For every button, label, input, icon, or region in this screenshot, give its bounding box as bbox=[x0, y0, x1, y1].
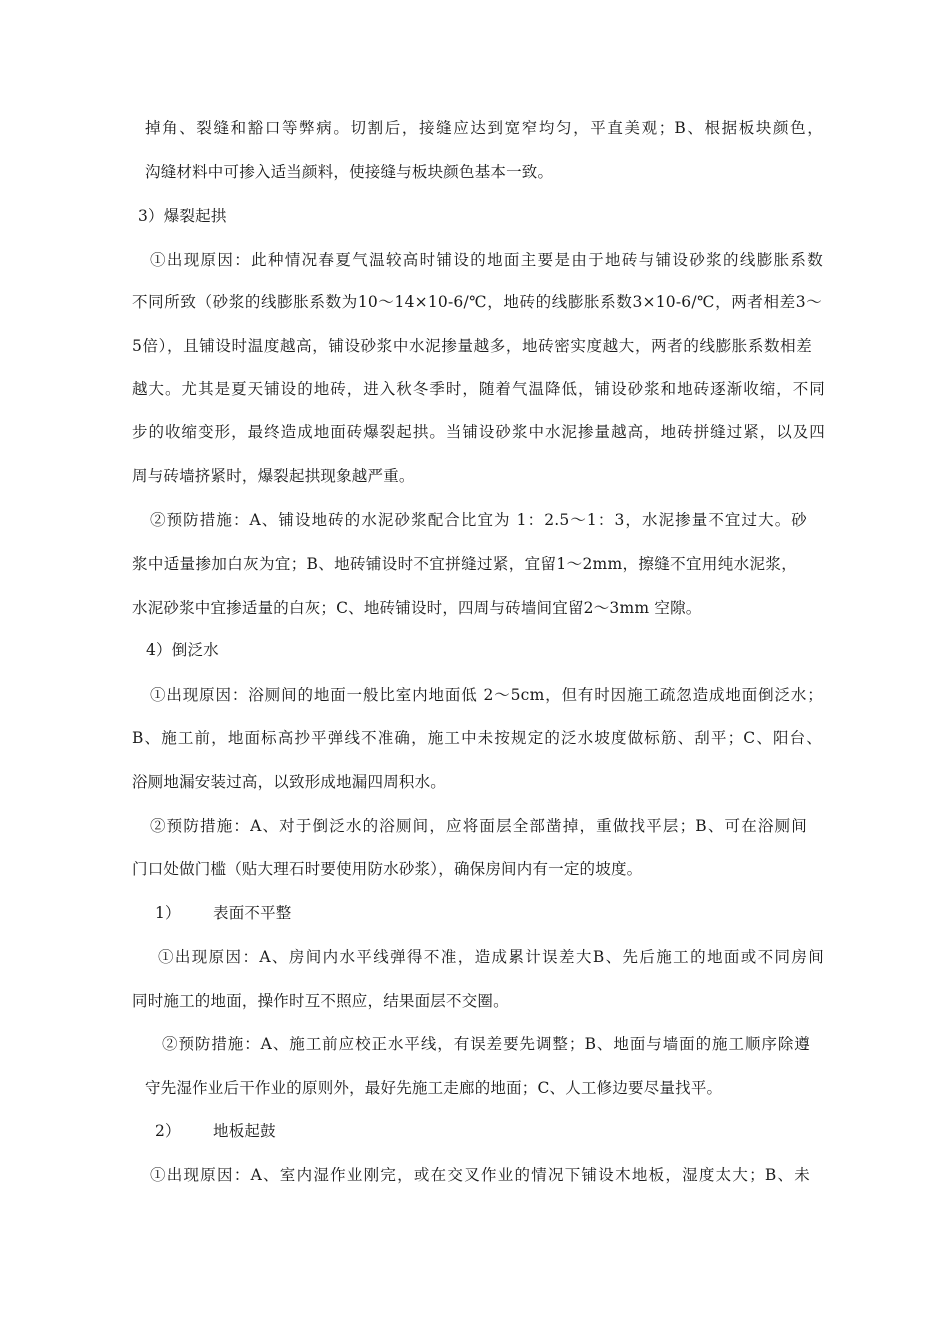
heading-title: 表面不平整 bbox=[213, 904, 292, 922]
paragraph-line: B、施工前，地面标高抄平弹线不准确，施工中未按规定的泛水坡度做标筋、刮平；C、阳台、 bbox=[132, 729, 822, 747]
paragraph-line: 越大。尤其是夏天铺设的地砖，进入秋冬季时，随着气温降低，铺设砂浆和地砖逐渐收缩，不同 bbox=[132, 380, 825, 398]
paragraph-line: ②预防措施：A、施工前应校正水平线，有误差要先调整；B、地面与墙面的施工顺序除遵 bbox=[162, 1035, 810, 1053]
paragraph-line: 浆中适量掺加白灰为宜；B、地砖铺设时不宜拼缝过紧，宜留1～2mm，擦缝不宜用纯水泥浆， bbox=[132, 555, 797, 573]
paragraph-line: ①出现原因：此种情况春夏气温较高时铺设的地面主要是由于地砖与铺设砂浆的线膨胀系数 bbox=[150, 251, 823, 269]
section-heading: 4）倒泛水 bbox=[146, 641, 219, 659]
paragraph-line: 水泥砂浆中宜掺适量的白灰；C、地砖铺设时，四周与砖墙间宜留2～3mm 空隙。 bbox=[132, 599, 702, 617]
paragraph-line: ①出现原因：浴厕间的地面一般比室内地面低 2～5cm，但有时因施工疏忽造成地面倒泛水； bbox=[150, 686, 823, 704]
paragraph-line: ①出现原因：A、室内湿作业刚完，或在交叉作业的情况下铺设木地板，湿度太大；B、未 bbox=[150, 1166, 810, 1184]
paragraph-line: 步的收缩变形，最终造成地面砖爆裂起拱。当铺设砂浆中水泥掺量越高，地砖拼缝过紧，以及四 bbox=[132, 423, 825, 441]
paragraph-line: 门口处做门槛（贴大理石时要使用防水砂浆），确保房间内有一定的坡度。 bbox=[132, 860, 643, 878]
numbered-heading bbox=[155, 1121, 276, 1141]
section-heading: 3）爆裂起拱 bbox=[138, 207, 227, 225]
paragraph-line: 5倍），且铺设时温度越高，铺设砂浆中水泥掺量越多，地砖密实度越大，两者的线膨胀系数相差 bbox=[132, 337, 812, 355]
heading-title: 地板起鼓 bbox=[213, 1122, 276, 1140]
paragraph-line: ①出现原因：A、房间内水平线弹得不准，造成累计误差大B、先后施工的地面或不同房间 bbox=[158, 948, 824, 966]
heading-number: 1） bbox=[155, 904, 181, 922]
paragraph-line: 周与砖墙挤紧时，爆裂起拱现象越严重。 bbox=[132, 467, 415, 485]
paragraph-line: ②预防措施：A、铺设地砖的水泥砂浆配合比宜为 1：2.5～1：3，水泥掺量不宜过大。砂 bbox=[150, 511, 807, 529]
paragraph-line: 同时施工的地面，操作时互不照应，结果面层不交圈。 bbox=[132, 992, 509, 1010]
paragraph-line: 不同所致（砂浆的线膨胀系数为10～14×10-6/℃，地砖的线膨胀系数3×10-6/℃，两者相差3～ bbox=[132, 293, 822, 311]
paragraph-line: ②预防措施：A、对于倒泛水的浴厕间，应将面层全部凿掉，重做找平层；B、可在浴厕间 bbox=[150, 817, 807, 835]
paragraph-line: 守先湿作业后干作业的原则外，最好先施工走廊的地面；C、人工修边要尽量找平。 bbox=[145, 1079, 723, 1097]
paragraph-line: 沟缝材料中可掺入适当颜料，使接缝与板块颜色基本一致。 bbox=[145, 163, 554, 181]
heading-number: 2） bbox=[155, 1122, 181, 1140]
paragraph-line: 掉角、裂缝和豁口等弊病。切割后，接缝应达到宽窄均匀，平直美观；B、根据板块颜色， bbox=[145, 119, 823, 137]
numbered-heading bbox=[155, 903, 292, 923]
paragraph-line: 浴厕地漏安装过高，以致形成地漏四周积水。 bbox=[132, 773, 447, 791]
